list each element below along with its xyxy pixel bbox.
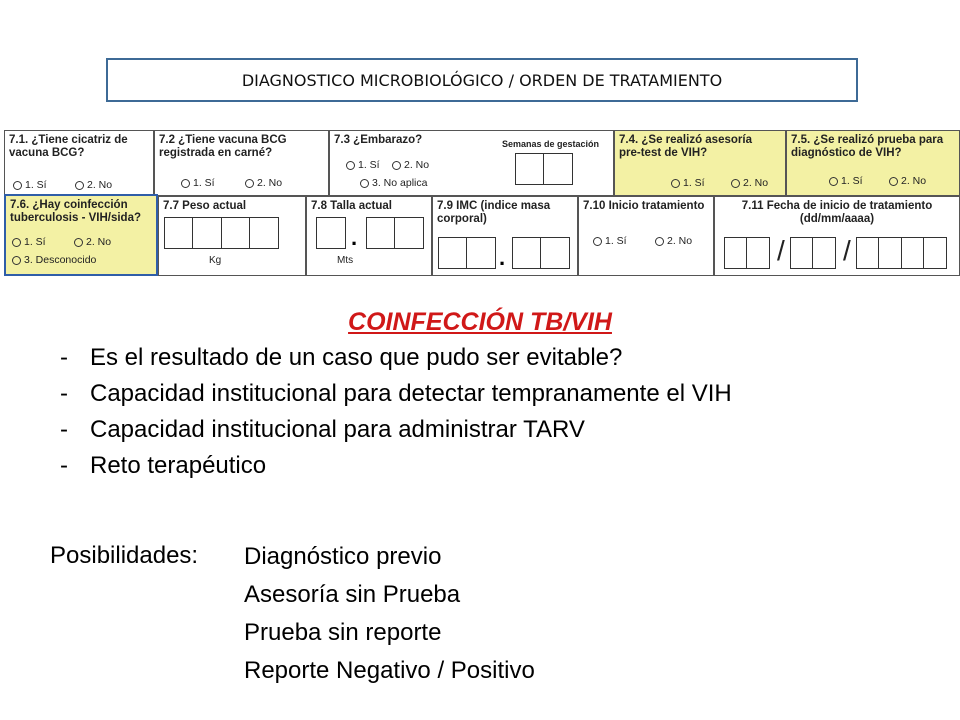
decimal-point: . <box>351 225 358 250</box>
list-item <box>60 340 732 376</box>
option-yes <box>346 159 380 171</box>
option-label: 1. Sí <box>193 177 215 189</box>
weeks-label: Semanas de gestación <box>502 139 600 149</box>
option-label: 1. Sí <box>683 177 705 189</box>
form-cell-7-4 <box>614 130 786 196</box>
form-label: 7.9 IMC (indice masa corporal) <box>437 200 551 225</box>
option-yes <box>593 235 627 247</box>
form-cell-7-2 <box>154 130 329 196</box>
date-separator: / <box>777 235 785 266</box>
bmi-boxes-int <box>439 237 496 269</box>
option-label: 2. No <box>87 179 113 191</box>
bullet-marker: - <box>60 416 68 443</box>
form-cell-7-8 <box>306 196 432 276</box>
option-yes <box>181 177 215 189</box>
option-label: 2. No <box>901 175 927 187</box>
option-no <box>74 236 111 248</box>
radio-icon <box>13 181 22 190</box>
option-label: 1. Sí <box>605 235 627 247</box>
form-cell-7-3 <box>329 130 614 196</box>
list-item-text: Reto terapéutico <box>90 452 267 479</box>
date-month-boxes <box>791 237 836 269</box>
bmi-boxes-dec <box>513 237 570 269</box>
possibilities-list <box>244 538 535 690</box>
radio-icon <box>392 161 401 170</box>
form-cell-7-1 <box>4 130 154 196</box>
option-yes <box>12 236 46 248</box>
form-label: 7.4. ¿Se realizó asesoría pre-test de VIH? <box>619 134 752 159</box>
section-title: COINFECCIÓN TB/VIH <box>348 308 612 336</box>
radio-icon <box>12 238 21 247</box>
section-banner: DIAGNOSTICO MICROBIOLÓGICO / ORDEN DE TRATAMIENTO <box>106 58 858 102</box>
form-label: 7.2 ¿Tiene vacuna BCG registrada en carné? <box>159 134 287 159</box>
option-no <box>731 177 768 189</box>
list-item-text: Es el resultado de un caso que pudo ser evitable? <box>90 344 623 371</box>
option-no <box>655 235 692 247</box>
option-no <box>889 175 926 187</box>
radio-icon <box>889 177 898 186</box>
form-cell-7-11 <box>714 196 960 276</box>
bullet-marker: - <box>60 344 68 371</box>
option-label: 1. Sí <box>24 236 46 248</box>
form-label: 7.8 Talla actual <box>311 200 392 212</box>
form-label: 7.5. ¿Se realizó prueba para diagnóstico de VIH? <box>791 134 944 159</box>
option-label: 2. No <box>743 177 769 189</box>
option-label: 2. No <box>667 235 693 247</box>
radio-icon <box>75 181 84 190</box>
radio-icon <box>593 237 602 246</box>
list-item-text: Capacidad institucional para administrar TARV <box>90 416 585 443</box>
option-no <box>245 177 282 189</box>
form-label: 7.10 Inicio tratamiento <box>583 200 705 212</box>
possibility-item: Prueba sin reporte <box>244 619 442 646</box>
form-label: 7.3 ¿Embarazo? <box>334 134 423 146</box>
bullet-marker: - <box>60 452 68 479</box>
list-item <box>60 376 732 412</box>
decimal-point: . <box>499 245 506 270</box>
weeks-boxes <box>516 153 573 185</box>
option-label: 3. No aplica <box>372 177 428 189</box>
weight-unit: Kg <box>209 255 222 266</box>
height-boxes-dec <box>367 217 424 249</box>
height-unit: Mts <box>337 255 354 266</box>
possibility-item: Reporte Negativo / Positivo <box>244 657 535 684</box>
option-yes <box>13 179 47 191</box>
possibilities-label: Posibilidades: <box>50 542 199 569</box>
option-label: 2. No <box>404 159 430 171</box>
list-item <box>60 448 732 484</box>
possibility-item: Asesoría sin Prueba <box>244 581 461 608</box>
radio-icon <box>829 177 838 186</box>
option-label: 1. Sí <box>25 179 47 191</box>
list-item <box>60 412 732 448</box>
list-item-text: Capacidad institucional para detectar tempranamente el VIH <box>90 380 732 407</box>
date-separator: / <box>843 235 851 266</box>
radio-icon <box>360 179 369 188</box>
form-cell-7-9 <box>432 196 578 276</box>
form-cell-7-5 <box>786 130 960 196</box>
option-na <box>360 177 427 189</box>
form-cell-7-10 <box>578 196 714 276</box>
option-yes <box>829 175 863 187</box>
date-day-boxes <box>725 237 770 269</box>
form-label: 7.11 Fecha de inicio de tratamiento (dd/mm/aaaa) <box>741 200 933 225</box>
radio-icon <box>74 238 83 247</box>
option-yes <box>671 177 705 189</box>
form-image <box>4 130 960 278</box>
radio-icon <box>671 179 680 188</box>
form-cell-7-6 <box>4 194 158 276</box>
bullet-list <box>60 340 732 484</box>
radio-icon <box>346 161 355 170</box>
option-no <box>392 159 429 171</box>
height-boxes-int <box>317 217 346 249</box>
option-label: 1. Sí <box>841 175 863 187</box>
bullet-marker: - <box>60 380 68 407</box>
radio-icon <box>731 179 740 188</box>
option-label: 3. Desconocido <box>24 254 97 266</box>
form-label: 7.7 Peso actual <box>163 200 247 212</box>
option-no <box>75 179 112 191</box>
option-label: 2. No <box>86 236 112 248</box>
option-unknown <box>12 254 96 266</box>
option-label: 2. No <box>257 177 283 189</box>
form-label: 7.6. ¿Hay coinfección tuberculosis - VIH/sida? <box>10 199 141 224</box>
date-year-boxes <box>857 237 947 269</box>
weight-boxes <box>165 217 279 249</box>
form-label: 7.1. ¿Tiene cicatriz de vacuna BCG? <box>9 134 128 159</box>
radio-icon <box>655 237 664 246</box>
form-cell-7-7 <box>158 196 306 276</box>
possibility-item: Diagnóstico previo <box>244 543 442 570</box>
option-label: 1. Sí <box>358 159 380 171</box>
radio-icon <box>245 179 254 188</box>
radio-icon <box>181 179 190 188</box>
radio-icon <box>12 256 21 265</box>
